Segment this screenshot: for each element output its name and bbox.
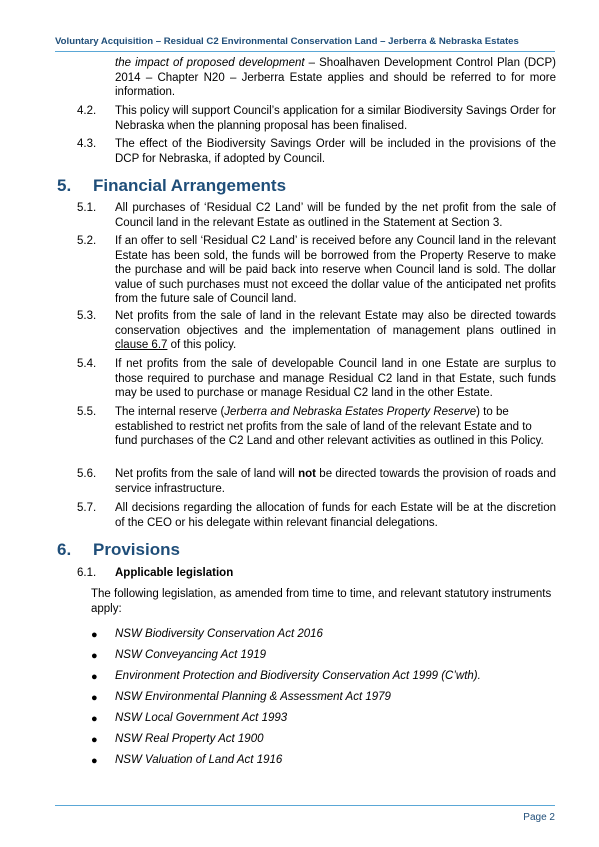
paragraph-text: Net profits from the sale of land will (115, 468, 299, 480)
list-item: NSW Biodiversity Conservation Act 2016 (115, 628, 323, 640)
legislation-intro: The following legislation, as amended from time to time, and relevant statutory instruments apply: (91, 588, 552, 615)
paragraph-5-5 (115, 405, 556, 449)
paragraph-5-4: If net profits from the sale of developable Council land in one Estate are surplus to those required to purchase and manage Residual C2 land in that Estate, such funds may be used to purchase or manage Residual C2 land in the other Estate. (115, 358, 556, 400)
item-number: 6.1. (77, 567, 97, 579)
list-item: NSW Environmental Planning & Assessment Act 1979 (115, 691, 391, 703)
paragraph-text: The internal reserve ( (115, 406, 225, 418)
footer-rule (55, 805, 555, 806)
document-header: Voluntary Acquisition – Residual C2 Environmental Conservation Land – Jerberra & Nebraska Estates (55, 36, 519, 47)
item-number: 4.3. (77, 138, 97, 150)
section-5-number: 5. (57, 176, 72, 195)
bullet-icon: ● (91, 734, 98, 746)
section-6-number: 6. (57, 540, 72, 559)
item-number: 5.5. (77, 406, 97, 418)
list-item: Environment Protection and Biodiversity Conservation Act 1999 (C’wth). (115, 670, 481, 682)
paragraph-text: be directed towards the provision of roads and service infrastructure. (115, 468, 556, 495)
paragraph-4-1-continuation (115, 56, 556, 100)
header-rule (55, 51, 555, 52)
paragraph-text: of this policy. (167, 339, 237, 352)
bullet-icon: ● (91, 629, 98, 641)
paragraph-5-6 (115, 467, 556, 496)
list-item: NSW Real Property Act 1900 (115, 733, 264, 745)
list-item: NSW Conveyancing Act 1919 (115, 649, 267, 661)
item-number: 5.4. (77, 358, 97, 370)
section-5-title: Financial Arrangements (93, 176, 287, 195)
paragraph-4-2: This policy will support Council’s application for a similar Biodiversity Savings Order for Nebraska when the planning proposal has been finalised. (115, 105, 556, 132)
bullet-icon: ● (91, 650, 98, 662)
paragraph-text: – Shoalhaven Development Control Plan (DCP) 2014 – Chapter N20 – Jerberra Estate applies and should be referred to for more information. (115, 57, 556, 99)
item-number: 5.2. (77, 235, 97, 247)
list-item: NSW Local Government Act 1993 (115, 712, 288, 724)
bold-text: not (298, 468, 316, 480)
paragraph-5-2: If an offer to sell ‘Residual C2 Land’ is received before any Council land in the relevant Estate has been sold, the funds will be borrowed from the Property Reserve to make the purchase and will be paid back into reserve when Council land is sold. The dollar value of such purchases must not exceed the dollar value of the anticipated net profits from the future sale of Council land. (115, 235, 556, 306)
paragraph-text: ) to be established to restrict net profits from the sale of land of the relevant Estate and to fund purchases of the C2 Land and other relevant activities as outlined in this Policy. (115, 406, 544, 448)
bullet-icon: ● (91, 755, 98, 767)
page-number: Page 2 (523, 812, 555, 823)
bullet-icon: ● (91, 713, 98, 725)
paragraph-4-3: The effect of the Biodiversity Savings Order will be included in the provisions of the DCP for Nebraska, if adopted by Council. (115, 138, 556, 165)
item-number: 5.7. (77, 502, 97, 514)
subsection-title: Applicable legislation (115, 567, 234, 579)
italic-text: the impact of proposed development (115, 57, 305, 69)
list-item: NSW Valuation of Land Act 1916 (115, 754, 283, 766)
paragraph-5-1: All purchases of ‘Residual C2 Land’ will be funded by the net profit from the sale of Council land in the relevant Estate as outlined in the Statement at Section 3. (115, 202, 556, 229)
bullet-icon: ● (91, 692, 98, 704)
item-number: 5.6. (77, 468, 97, 480)
item-number: 5.1. (77, 202, 97, 214)
section-6-title: Provisions (93, 540, 180, 559)
paragraph-5-3 (115, 309, 556, 353)
item-number: 4.2. (77, 105, 97, 117)
paragraph-5-7: All decisions regarding the allocation of funds for each Estate will be at the discretion of the CEO or his delegate within relevant financial delegations. (115, 502, 556, 529)
italic-text: Jerberra and Nebraska Estates Property Reserve (224, 406, 477, 418)
clause-link[interactable]: clause 6.7 (115, 339, 168, 352)
paragraph-text: Net profits from the sale of land in the relevant Estate may also be directed towards conservation objectives and the implementation of management plans outlined in (115, 310, 556, 337)
bullet-icon: ● (91, 671, 98, 683)
item-number: 5.3. (77, 310, 97, 322)
